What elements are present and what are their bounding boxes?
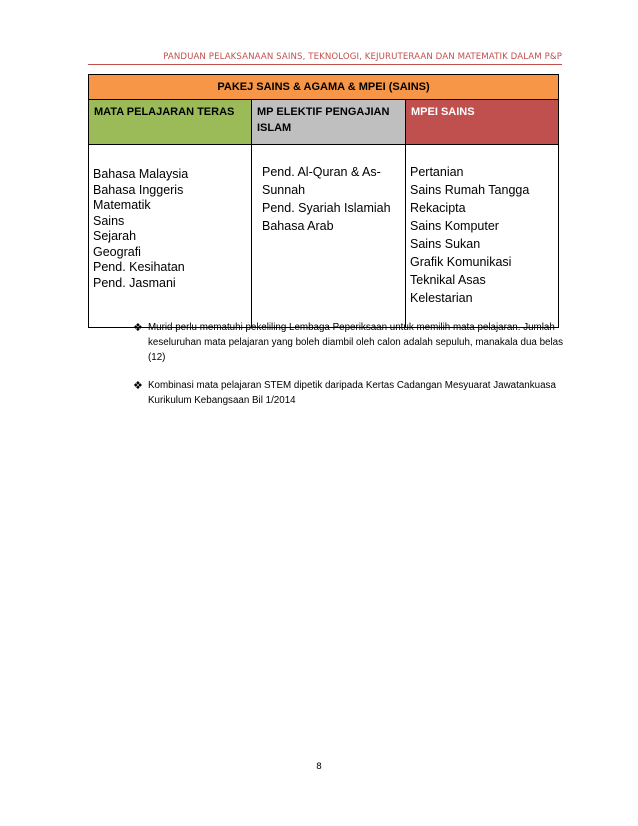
- package-table: [88, 74, 559, 328]
- column-header-teras: [89, 100, 252, 145]
- list-item: Pertanian: [410, 165, 464, 179]
- list-item: Bahasa Inggeris: [93, 182, 184, 197]
- notes-list: [133, 320, 573, 421]
- list-item: Bahasa Malaysia: [93, 167, 189, 181]
- list-item: Bahasa Arab: [262, 219, 334, 233]
- subject-list-elektif: [252, 145, 406, 328]
- note-text: Kombinasi mata pelajaran STEM dipetik daripada Kertas Cadangan Mesyuarat Jawatankuasa Kurikulum Kebangsaan Bil 1/2014: [148, 380, 556, 406]
- list-item: Sains: [93, 213, 125, 228]
- list-item: Grafik Komunikasi: [410, 255, 512, 269]
- subject-list-mpei: [406, 145, 559, 328]
- column-header-elektif-label: MP ELEKTIF PENGAJIAN ISLAM: [257, 106, 390, 134]
- note-text: Murid perlu mematuhi pekeliling Lembaga Peperiksaan untuk memilih mata pelajaran. Jumlah keseluruhan mata pelajaran yang boleh diambil oleh calon adalah sepuluh, manakala dua belas (12): [148, 322, 564, 363]
- column-header-elektif: [252, 100, 406, 145]
- note-item: [133, 378, 573, 408]
- running-header: PANDUAN PELAKSANAAN SAINS, TEKNOLOGI, KEJURUTERAAN DAN MATEMATIK DALAM P&P: [163, 52, 562, 62]
- list-item: Teknikal Asas: [410, 273, 486, 287]
- list-item: Matematik: [93, 198, 151, 212]
- column-header-mpei-label: MPEI SAINS: [411, 106, 475, 118]
- diamond-bullet-icon: ❖: [133, 321, 143, 334]
- list-item: Sejarah: [93, 229, 137, 243]
- header-divider: [88, 64, 562, 65]
- diamond-bullet-icon: ❖: [133, 379, 143, 392]
- list-item: Sains Sukan: [410, 237, 481, 251]
- list-item: Pend. Kesihatan: [93, 260, 185, 274]
- list-item: Pend. Al-Quran & As-Sunnah: [262, 165, 381, 197]
- list-item: Kelestarian: [410, 291, 473, 305]
- page-number: 8: [316, 762, 322, 772]
- list-item: Sains Rumah Tangga: [410, 183, 530, 197]
- subject-list-teras: [89, 145, 252, 328]
- list-item: Pend. Syariah Islamiah: [262, 201, 391, 215]
- list-item: Geografi: [93, 244, 141, 259]
- note-item: [133, 320, 573, 365]
- list-item: Rekacipta: [410, 201, 466, 215]
- column-header-mpei: [406, 100, 559, 145]
- list-item: Pend. Jasmani: [93, 275, 176, 290]
- table-title: PAKEJ SAINS & AGAMA & MPEI (SAINS): [89, 75, 559, 100]
- column-header-teras-label: MATA PELAJARAN TERAS: [94, 106, 235, 118]
- list-item: Sains Komputer: [410, 219, 499, 233]
